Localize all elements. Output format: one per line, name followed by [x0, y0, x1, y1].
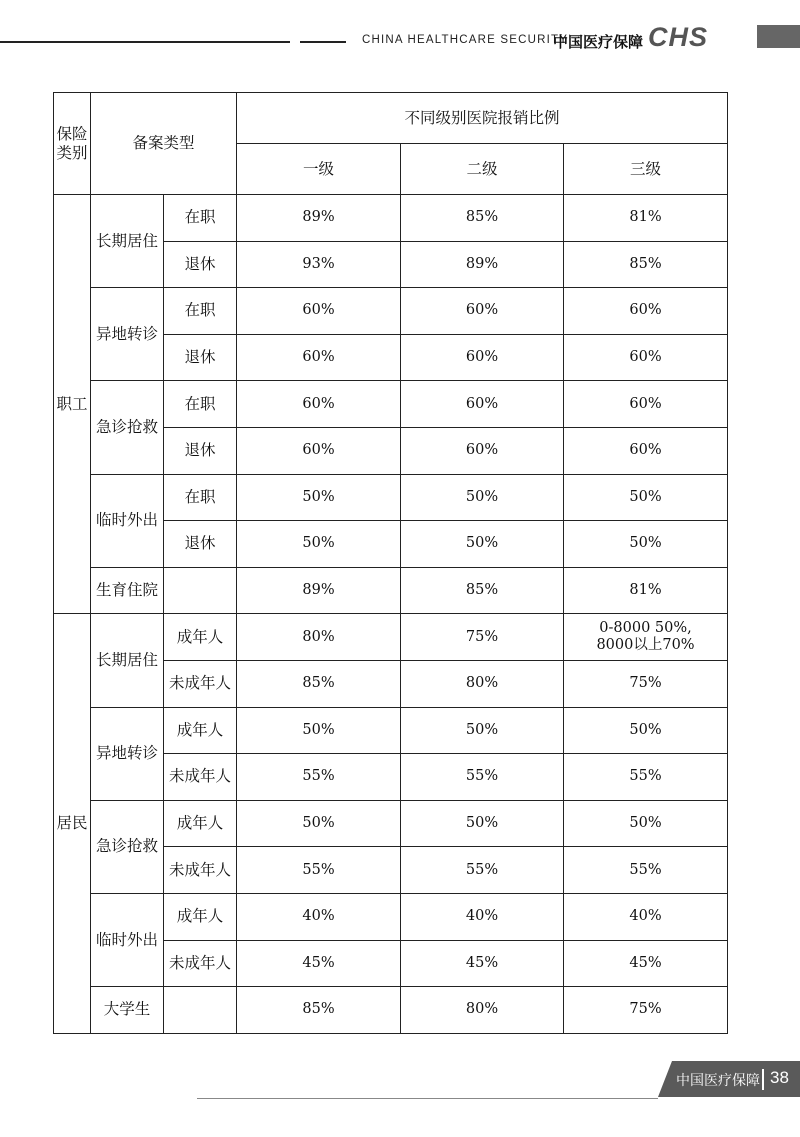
reimbursement-ratio-table — [53, 92, 728, 1034]
level-3-ratio-cell: 81% — [564, 195, 728, 242]
sub-type-cell: 成年人 — [164, 893, 237, 940]
level-2-ratio-cell: 50% — [401, 474, 564, 521]
level-2-ratio-cell: 60% — [401, 381, 564, 428]
level-3-ratio-cell: 45% — [564, 940, 728, 987]
header-level-2: 二级 — [401, 144, 564, 195]
sub-type-cell — [164, 567, 237, 614]
level-1-ratio-cell: 85% — [237, 987, 401, 1034]
level-1-ratio-cell: 80% — [237, 614, 401, 661]
level-3-ratio-cell: 81% — [564, 567, 728, 614]
header-ratio-title: 不同级别医院报销比例 — [237, 93, 728, 144]
level-1-ratio-cell: 50% — [237, 474, 401, 521]
level-1-ratio-cell: 60% — [237, 288, 401, 335]
header-corner-block — [757, 25, 800, 48]
sub-type-cell: 退休 — [164, 521, 237, 568]
level-3-ratio-cell: 60% — [564, 288, 728, 335]
level-2-ratio-cell: 85% — [401, 567, 564, 614]
sub-type-cell: 未成年人 — [164, 754, 237, 801]
filing-type-cell: 临时外出 — [91, 474, 164, 567]
level-3-ratio-cell: 60% — [564, 381, 728, 428]
sub-type-cell: 退休 — [164, 427, 237, 474]
sub-type-cell: 在职 — [164, 288, 237, 335]
header-filing-type: 备案类型 — [91, 93, 237, 195]
table-row — [54, 195, 728, 242]
filing-type-cell: 长期居住 — [91, 195, 164, 288]
filing-type-cell: 生育住院 — [91, 567, 164, 614]
level-3-ratio-cell: 85% — [564, 241, 728, 288]
sub-type-cell: 成年人 — [164, 614, 237, 661]
level-1-ratio-cell: 55% — [237, 754, 401, 801]
level-3-ratio-cell: 50% — [564, 800, 728, 847]
level-3-ratio-cell: 75% — [564, 660, 728, 707]
level-1-ratio-cell: 40% — [237, 893, 401, 940]
level-2-ratio-cell: 50% — [401, 707, 564, 754]
header-english-title: CHINA HEALTHCARE SECURITY — [362, 34, 569, 46]
level-1-ratio-cell: 50% — [237, 800, 401, 847]
level-3-ratio-line-1: 0-8000 50%, — [599, 620, 692, 637]
sub-type-cell: 在职 — [164, 381, 237, 428]
level-3-ratio-cell: 75% — [564, 987, 728, 1034]
table-row — [54, 381, 728, 428]
level-3-ratio-cell — [564, 614, 728, 661]
footer-separator — [762, 1069, 764, 1090]
level-1-ratio-cell: 89% — [237, 567, 401, 614]
level-2-ratio-cell: 75% — [401, 614, 564, 661]
level-1-ratio-cell: 60% — [237, 427, 401, 474]
footer-title: 中国医疗保障 — [676, 1073, 760, 1089]
level-2-ratio-cell: 55% — [401, 754, 564, 801]
header-level-3: 三级 — [564, 144, 728, 195]
filing-type-cell: 大学生 — [91, 987, 164, 1034]
level-1-ratio-cell: 93% — [237, 241, 401, 288]
table-row — [54, 614, 728, 661]
table-row — [54, 987, 728, 1034]
level-1-ratio-cell: 50% — [237, 707, 401, 754]
level-2-ratio-cell: 60% — [401, 334, 564, 381]
level-3-ratio-cell: 55% — [564, 754, 728, 801]
table-row — [54, 707, 728, 754]
sub-type-cell: 在职 — [164, 474, 237, 521]
level-2-ratio-cell: 89% — [401, 241, 564, 288]
sub-type-cell: 退休 — [164, 241, 237, 288]
table-row — [54, 288, 728, 335]
level-1-ratio-cell: 60% — [237, 381, 401, 428]
header-insurance-type: 保险类别 — [54, 93, 91, 195]
header-level-1: 一级 — [237, 144, 401, 195]
sub-type-cell: 在职 — [164, 195, 237, 242]
filing-type-cell: 异地转诊 — [91, 288, 164, 381]
filing-type-cell: 长期居住 — [91, 614, 164, 707]
filing-type-cell: 异地转诊 — [91, 707, 164, 800]
level-3-ratio-cell: 50% — [564, 707, 728, 754]
level-2-ratio-cell: 55% — [401, 847, 564, 894]
sub-type-cell: 退休 — [164, 334, 237, 381]
level-3-ratio-cell: 50% — [564, 474, 728, 521]
header-rule-short — [300, 41, 346, 43]
level-1-ratio-cell: 60% — [237, 334, 401, 381]
level-2-ratio-cell: 80% — [401, 987, 564, 1034]
sub-type-cell: 未成年人 — [164, 660, 237, 707]
level-1-ratio-cell: 50% — [237, 521, 401, 568]
level-2-ratio-cell: 80% — [401, 660, 564, 707]
filing-type-cell: 急诊抢救 — [91, 800, 164, 893]
level-2-ratio-cell: 50% — [401, 800, 564, 847]
sub-type-cell: 成年人 — [164, 707, 237, 754]
table-row — [54, 474, 728, 521]
level-2-ratio-cell: 50% — [401, 521, 564, 568]
table-row — [54, 893, 728, 940]
filing-type-cell: 临时外出 — [91, 893, 164, 986]
chs-logo: CHS — [648, 22, 709, 52]
level-1-ratio-cell: 45% — [237, 940, 401, 987]
level-3-ratio-cell: 50% — [564, 521, 728, 568]
page-number: 38 — [770, 1068, 789, 1087]
insurance-category-cell: 职工 — [54, 195, 91, 614]
level-3-ratio-line-2: 8000以上70% — [596, 637, 695, 654]
level-3-ratio-cell: 55% — [564, 847, 728, 894]
filing-type-cell: 急诊抢救 — [91, 381, 164, 474]
sub-type-cell: 未成年人 — [164, 847, 237, 894]
level-3-ratio-cell: 40% — [564, 893, 728, 940]
level-1-ratio-cell: 55% — [237, 847, 401, 894]
level-2-ratio-cell: 45% — [401, 940, 564, 987]
level-2-ratio-cell: 40% — [401, 893, 564, 940]
level-2-ratio-cell: 60% — [401, 288, 564, 335]
table-row — [54, 800, 728, 847]
header-rule-left — [0, 41, 290, 43]
sub-type-cell — [164, 987, 237, 1034]
insurance-category-cell: 居民 — [54, 614, 91, 1033]
footer-rule — [197, 1098, 658, 1099]
sub-type-cell: 未成年人 — [164, 940, 237, 987]
table-row — [54, 567, 728, 614]
level-1-ratio-cell: 85% — [237, 660, 401, 707]
level-3-ratio-cell: 60% — [564, 334, 728, 381]
level-3-ratio-cell: 60% — [564, 427, 728, 474]
level-1-ratio-cell: 89% — [237, 195, 401, 242]
sub-type-cell: 成年人 — [164, 800, 237, 847]
level-2-ratio-cell: 85% — [401, 195, 564, 242]
level-2-ratio-cell: 60% — [401, 427, 564, 474]
page-header — [0, 0, 800, 70]
header-chinese-title: 中国医疗保障 — [553, 33, 644, 51]
